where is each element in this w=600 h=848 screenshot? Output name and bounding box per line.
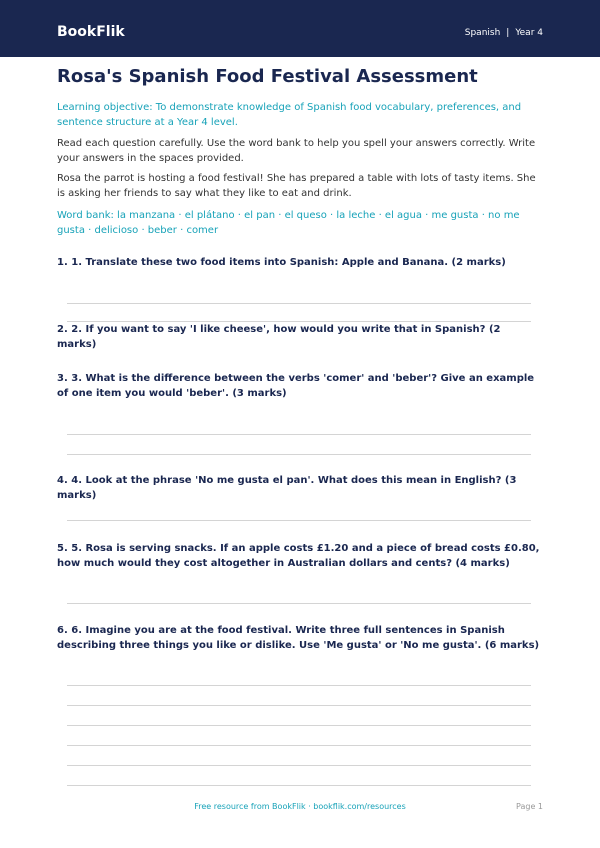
page-title: Rosa's Spanish Food Festival Assessment xyxy=(57,66,478,87)
answer-line[interactable] xyxy=(67,685,531,686)
question-2: 2. 2. If you want to say 'I like cheese', how would you write that in Spanish? (2 marks) xyxy=(57,324,501,350)
instructions-paragraph: Read each question carefully. Use the word bank to help you spell your answers correctly. Write your answers in the spaces provided. xyxy=(57,138,536,164)
answer-line[interactable] xyxy=(67,454,531,455)
subject-label: Spanish xyxy=(464,28,501,38)
header-separator: | xyxy=(506,28,510,38)
answer-line[interactable] xyxy=(67,321,531,322)
answer-line[interactable] xyxy=(67,785,531,786)
word-bank: Word bank: la manzana · el plátano · el pan · el queso · la leche · el agua · me gusta · no me gusta · delicioso · beber · comer xyxy=(57,210,520,236)
question-4: 4. 4. Look at the phrase 'No me gusta el pan'. What does this mean in English? (3 marks) xyxy=(57,475,517,501)
level-label: Year 4 xyxy=(515,28,543,38)
footer-resource-link[interactable]: Free resource from BookFlik · bookflik.com/resources xyxy=(194,802,406,811)
story-paragraph: Rosa the parrot is hosting a food festival! She has prepared a table with lots of tasty items. She is asking her friends to say what they like to eat and drink. xyxy=(57,173,536,199)
answer-line[interactable] xyxy=(67,434,531,435)
learning-objective: Learning objective: To demonstrate knowledge of Spanish food vocabulary, preferences, and sentence structure at a Year 4 level. xyxy=(57,102,522,128)
answer-line[interactable] xyxy=(67,603,531,604)
question-3: 3. 3. What is the difference between the verbs 'comer' and 'beber'? Give an example of one item you would 'beber'. (3 marks) xyxy=(57,373,535,399)
answer-line[interactable] xyxy=(67,725,531,726)
page-number: Page 1 xyxy=(516,802,543,811)
answer-line[interactable] xyxy=(67,705,531,706)
answer-line[interactable] xyxy=(67,765,531,766)
answer-line[interactable] xyxy=(67,303,531,304)
answer-line[interactable] xyxy=(67,745,531,746)
question-1: 1. 1. Translate these two food items into Spanish: Apple and Banana. (2 marks) xyxy=(57,257,506,268)
page-header xyxy=(0,0,600,57)
answer-line[interactable] xyxy=(67,520,531,521)
brand-logo: BookFlik xyxy=(57,24,125,40)
question-5: 5. 5. Rosa is serving snacks. If an apple costs £1.20 and a piece of bread costs £0.80, how much would they cost altogether in Australian dollars and cents? (4 marks) xyxy=(57,543,540,569)
subject-level xyxy=(465,27,543,39)
question-6: 6. 6. Imagine you are at the food festival. Write three full sentences in Spanish describing three things you like or dislike. Use 'Me gusta' or 'No me gusta'. (6 marks) xyxy=(57,625,540,651)
